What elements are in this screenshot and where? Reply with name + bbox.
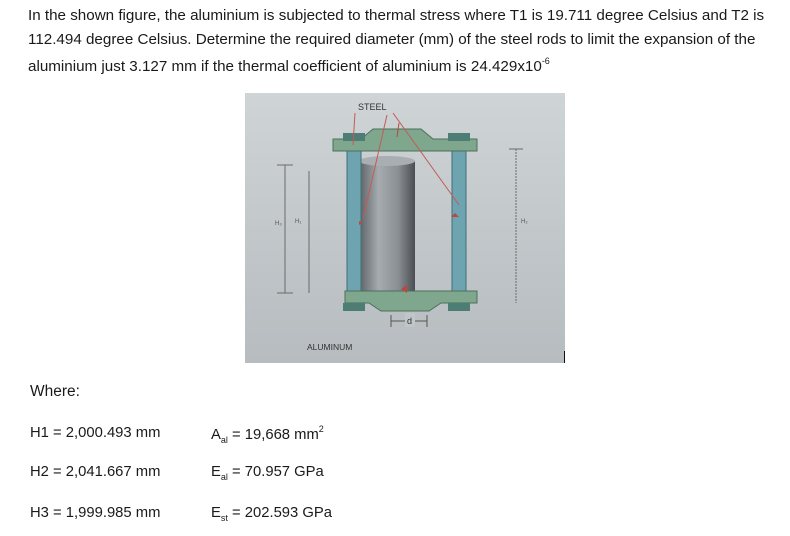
assembly-diagram <box>245 93 565 363</box>
problem-exponent: -6 <box>541 56 550 66</box>
problem-text: In the shown figure, the aluminium is subjected to thermal stress where T1 is 19.711 degree Celsius and T2 is 112.494 degree Celsius. Determine the required diameter (mm) of the steel rods to limit the expansion of the aluminium just 3.127 mm if the thermal coefficient of aluminium is 24.429x10 <box>28 7 765 76</box>
given-subscript: al <box>220 471 228 482</box>
nut-bottom-right <box>448 303 470 311</box>
given-symbol: E <box>211 464 221 480</box>
aluminum-label: ALUMINUM <box>307 342 353 352</box>
steel-rod-right <box>452 137 466 307</box>
h2-label: H₂ <box>521 219 528 225</box>
given-name: H2 <box>30 464 49 480</box>
given-h1 <box>30 425 160 441</box>
given-value: = 19,668 mm <box>232 426 319 443</box>
h3-label: H₃ <box>275 221 282 227</box>
nut-bottom-left <box>343 303 365 311</box>
given-value: = 202.593 GPa <box>232 505 332 521</box>
given-value: = 2,041.667 mm <box>53 464 161 480</box>
where-label: Where: <box>30 383 80 400</box>
steel-rod-inner-left <box>347 149 361 304</box>
given-value: = 70.957 GPa <box>232 464 324 480</box>
aluminum-cylinder <box>359 161 415 291</box>
given-value: = 1,999.985 mm <box>53 505 161 521</box>
cylinder-top <box>359 156 415 166</box>
given-name: H3 <box>30 505 49 521</box>
given-subscript: st <box>220 512 228 523</box>
figure-edge-mark <box>564 351 565 363</box>
given-h3 <box>30 505 160 521</box>
given-symbol: A <box>211 426 221 443</box>
given-e-al <box>211 464 324 482</box>
given-superscript: 2 <box>318 424 324 434</box>
given-a-al <box>211 425 324 445</box>
given-subscript: al <box>220 434 228 445</box>
given-name: H1 <box>30 425 49 441</box>
given-symbol: E <box>211 505 221 521</box>
h1-label: H₁ <box>295 219 302 225</box>
given-value: = 2,000.493 mm <box>53 425 161 441</box>
steel-label: STEEL <box>358 102 387 112</box>
given-h2 <box>30 464 160 480</box>
assembly-figure <box>245 93 565 363</box>
nut-top-right <box>448 133 470 141</box>
problem-statement <box>28 4 780 79</box>
d-label: d <box>407 316 413 326</box>
given-e-st <box>211 505 332 523</box>
